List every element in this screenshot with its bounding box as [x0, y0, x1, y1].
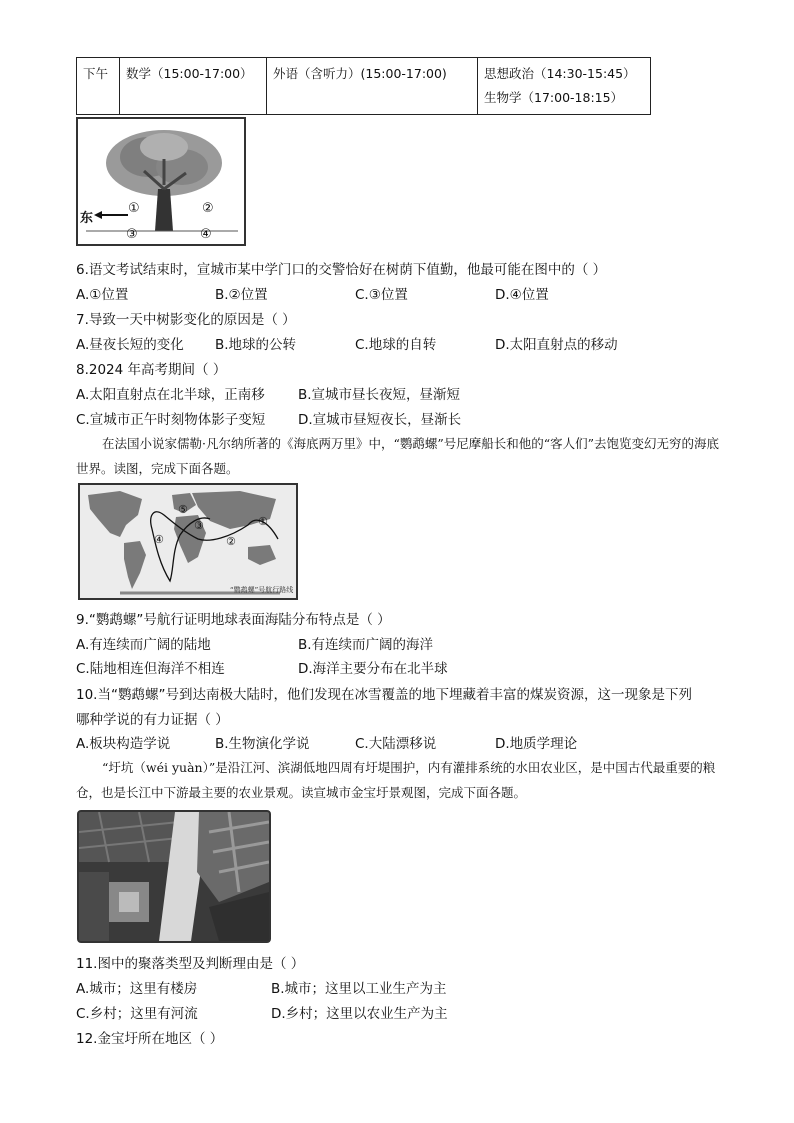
tree-illustration [78, 119, 244, 244]
question-6-stem: 6.语文考试结束时，宣城市某中学门口的交警恰好在树荫下值勤，他最可能在图中的（ ） [76, 262, 607, 278]
passage-nautilus: 在法国小说家儒勒·凡尔纳所著的《海底两万里》中，“鹦鹉螺”号尼摩船长和他的“客人们”去饱览变幻无穷的海底世界。读图，完成下面各题。 [76, 436, 720, 476]
position-3-label: ③ [126, 227, 138, 242]
q7-option-a: A.昼夜长短的变化 [76, 337, 184, 353]
question-12-stem: 12.金宝圩所在地区（ ） [76, 1031, 224, 1047]
q11-option-d: D.乡村；这里以农业生产为主 [271, 1006, 448, 1022]
q11-option-b: B.城市；这里以工业生产为主 [271, 981, 447, 997]
q6-option-d: D.④位置 [495, 287, 549, 303]
q10-option-c: C.大陆漂移说 [355, 736, 437, 752]
east-label: 东 [80, 211, 94, 226]
map-marker-2: ② [226, 535, 236, 548]
question-7-stem: 7.导致一天中树影变化的原因是（ ） [76, 312, 296, 328]
q6-option-a: A.①位置 [76, 287, 129, 303]
foreign-language-cell: 外语（含听力）(15:00-17:00) [267, 58, 478, 115]
world-map-figure [78, 483, 298, 600]
question-10-stem-line1: 10.当“鹦鹉螺”号到达南极大陆时，他们发现在冰雪覆盖的地下埋藏着丰富的煤炭资源，这一现象是下列 [76, 687, 692, 703]
period-cell: 下午 [77, 58, 120, 115]
question-10-stem-line2: 哪种学说的有力证据（ ） [76, 712, 229, 728]
map-marker-4: ④ [154, 533, 164, 546]
question-8-stem: 8.2024 年高考期间（ ） [76, 362, 227, 378]
aerial-photo-image [79, 812, 269, 941]
politics-biology-cell [478, 58, 651, 115]
politics-text: 思想政治（14:30-15:45） [484, 66, 636, 81]
position-4-label: ④ [200, 227, 212, 242]
q6-option-b: B.②位置 [215, 287, 268, 303]
q8-option-c: C.宣城市正午时刻物体影子变短 [76, 412, 266, 428]
question-11-stem: 11.图中的聚落类型及判断理由是（ ） [76, 956, 305, 972]
schedule-table [76, 57, 651, 115]
q7-option-b: B.地球的公转 [215, 337, 297, 353]
q6-option-c: C.③位置 [355, 287, 408, 303]
map-marker-5: ⑤ [178, 503, 188, 516]
q10-option-b: B.生物演化学说 [215, 736, 310, 752]
position-2-label: ② [202, 201, 214, 216]
table-row [77, 58, 651, 115]
q11-option-a: A.城市；这里有楼房 [76, 981, 198, 997]
position-1-label: ① [128, 201, 140, 216]
biology-text: 生物学（17:00-18:15） [484, 90, 624, 105]
map-legend: “鹦鹉螺”号航行路线 [230, 586, 294, 594]
q8-option-a: A.太阳直射点在北半球，正南移 [76, 387, 265, 403]
map-marker-3: ③ [194, 519, 204, 532]
q9-option-d: D.海洋主要分布在北半球 [298, 661, 448, 677]
q9-option-c: C.陆地相连但海洋不相连 [76, 661, 225, 677]
question-9-stem: 9.“鹦鹉螺”号航行证明地球表面海陆分布特点是（ ） [76, 612, 391, 628]
q7-option-c: C.地球的自转 [355, 337, 437, 353]
q7-option-d: D.太阳直射点的移动 [495, 337, 618, 353]
q11-option-c: C.乡村；这里有河流 [76, 1006, 198, 1022]
passage-polder: “圩坑（wéi yuàn）”是沿江河、滨湖低地四周有圩堤围护，内有灌排系统的水田农业区，是中国古代最重要的粮仓，也是长江中下游最主要的农业景观。读宣城市金宝圩景观图，完成下面各题。 [76, 760, 716, 800]
q9-option-b: B.有连续而广阔的海洋 [298, 637, 434, 653]
world-map [80, 485, 296, 598]
q10-option-d: D.地质学理论 [495, 736, 578, 752]
q10-option-a: A.板块构造学说 [76, 736, 171, 752]
q8-option-d: D.宣城市昼短夜长，昼渐长 [298, 412, 462, 428]
map-marker-1: ① [258, 515, 268, 528]
q8-option-b: B.宣城市昼长夜短，昼渐短 [298, 387, 461, 403]
tree-figure [76, 117, 246, 246]
q9-option-a: A.有连续而广阔的陆地 [76, 637, 211, 653]
polder-aerial-photo [77, 810, 271, 943]
math-cell: 数学（15:00-17:00） [120, 58, 267, 115]
